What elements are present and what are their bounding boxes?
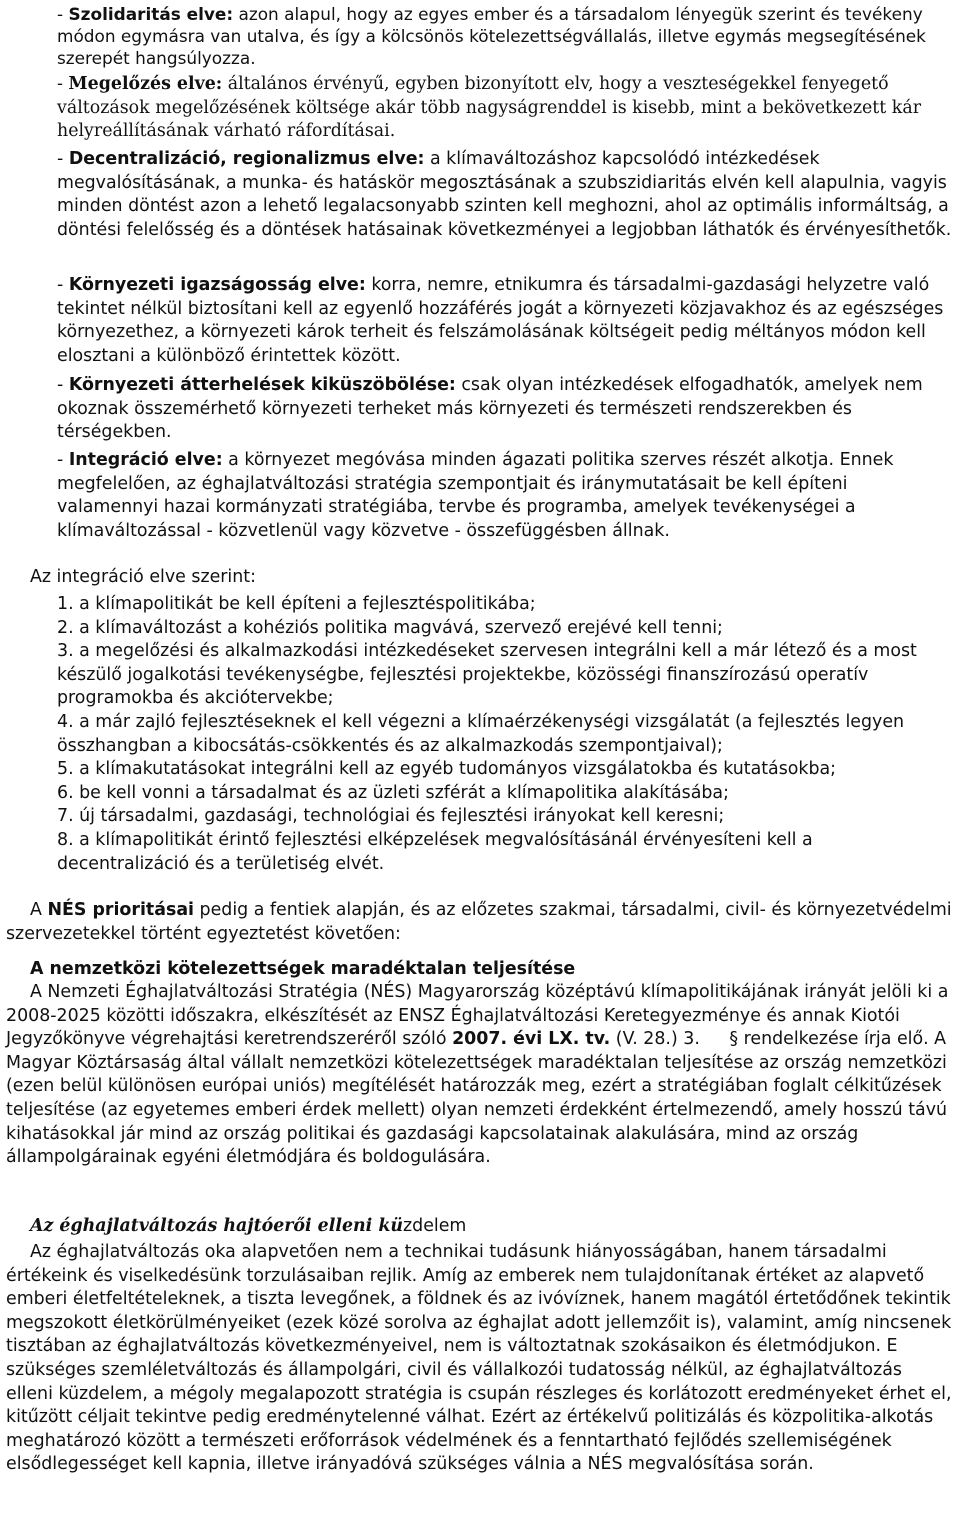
nes-priorities-paragraph [6, 899, 954, 946]
principle-text: a klímaváltozáshoz kapcsolódó intézkedések megvalósításának, a munka- és hatáskör megosztásának a szubszidiaritás elvén kell alapulnia, vagyis minden döntést azon a lehető legalacsonyabb szinten kell meghozni, ahol az optimális informáltság, a döntési felelősség és a döntések hatásainak következményei a legjobban láthatók és érvényesíthetők. [57, 149, 952, 240]
list-item: 1. a klímapolitikát be kell építeni a fejlesztéspolitikába; [57, 594, 536, 614]
section-heading-international: A nemzetközi kötelezettségek maradéktalan teljesítése [30, 959, 576, 979]
international-text-2: (V. 28.) 3. [610, 1029, 706, 1050]
international-text-3: rendelkezése írja elő. A Magyar Köztársaság által vállalt nemzetközi kötelezettségek maradéktalan teljesítése az ország nemzetközi (ezen belül különösen európai uniós) megítélését határozzák meg, ezért a stratégiában foglalt célkitűzések teljesítése (az egyetemes emberi érdek mellett) olyan nemzeti érdekként értelmezendő, amely hosszú távú kihatásokkal jár mind az ország politikai és gazdasági kapcsolatainak alakulására, mind az ország állampolgárainak egyéni életmódjára és boldogulására. [6, 1029, 948, 1168]
principle-text: a környezet megóvása minden ágazati politika szerves részét alkotja. Ennek megfelelően, az éghajlatváltozási stratégia szempontjait és iránymutatásait be kell építeni valamennyi hazai kormányzati stratégiába, tervbe és programba, amelyek tevékenységei a klímaváltozással - közvetlenül vagy közvetve - összefüggésben állnak. [57, 450, 894, 541]
principle-atterhelesek [57, 374, 952, 445]
list-item: 3. a megelőzési és alkalmazkodási intézkedéseket szervesen integrálni kell a már létező és a most készülő jogalkotási tevékenységbe, fejlesztési projektekbe, közösségi finanszírozású operatív programokba és akciótervekbe; [57, 641, 917, 709]
principle-text: általános érvényű, egyben bizonyított elv, hogy a veszteségekkel fenyegető változások megelőzésének költsége akár több nagyságrenddel is kisebb, mint a bekövetkezett kár helyreállításának várható ráfordításai. [57, 74, 922, 142]
section-heading-drivers [30, 1215, 466, 1239]
principle-decentralizacio [57, 148, 952, 242]
drivers-paragraph: Az éghajlatváltozás oka alapvetően nem a technikai tudásunk hiányosságában, hanem társadalmi értékeink és viselkedésünk torzulásaiban rejlik. Amíg az emberek nem tulajdonítanak értéket az alapvető emberi életfeltételeknek, a tiszta levegőnek, a földnek és az ivóvíznek, hanem magától értetődőnek tekintik megszokott életkörülményeiket (ezek közé sorolva az éghajlat adott jellemzőit is), valamint, amíg nincsenek tisztában az éghajlatváltozás következményeivel, nem is változtatnak szokásaikon és életmódjukon. E szükséges szemléletváltozás és állampolgári, civil és vállalkozói tudatosság nélkül, az éghajlatváltozás elleni küzdelem, a mégoly megalapozott stratégia is csupán részleges és korlátozott eredményeket érhet el, kitűzött céljait tekintve pedig eredménytelenné válhat. Ezért az értékelvű politizálás és közpolitika-alkotás meghatározó között a természeti erőforrások védelmének és a fenntartható fejlődés szellemiségének elsődlegességet kell kapnia, illetve irányadóvá szükséges válnia a NÉS megvalósítása során. [6, 1242, 952, 1475]
law-reference: 2007. évi LX. tv. [452, 1029, 611, 1050]
principle-megelozes [57, 73, 952, 144]
principle-lead: - [57, 4, 69, 24]
principle-text: azon alapul, hogy az egyes ember és a társadalom lényegük szerint és tevékeny módon egymásra van utalva, és így a kölcsönös kötelezettségvállalás, illetve egymás megsegítésének szerepét hangsúlyozza. [57, 4, 926, 68]
integration-intro: Az integráció elve szerint: [30, 567, 256, 587]
heading-rest-part: zdelem [403, 1216, 467, 1236]
nes-bold: NÉS prioritásai [47, 900, 195, 920]
heading-italic-part: Az éghajlatváltozás hajtóerői elleni kü [30, 1216, 404, 1236]
integration-list [57, 593, 947, 876]
principle-title: Környezeti átterhelések kiküszöbölése: [68, 375, 456, 395]
principle-kornyezeti-igazsagossag [57, 274, 952, 368]
list-item: 5. a klímakutatásokat integrálni kell az egyéb tudományos vizsgálatokba és kutatásokba; [57, 759, 837, 780]
nes-post: pedig a fentiek alapján, és az előzetes szakmai, társadalmi, civil- és környezetvédelmi szervezetekkel történt egyeztetést követően: [6, 900, 952, 944]
list-item: 8. a klímapolitikát érintő fejlesztési elképzelések megvalósításánál érvényesíteni kell a decentralizáció és a területiség elvét. [57, 829, 813, 874]
principle-lead: - [57, 450, 69, 470]
international-text-1: A Nemzeti Éghajlatváltozási Stratégia (NÉS) Magyarország középtávú klímapolitikájának irányát jelöli ki a 2008-2025 közötti időszakra, elkészítését az ENSZ Éghajlatváltozási Keretegyezménye és annak Kiotói Jegyzőkönyve végrehajtási keretrendszeréről szóló [6, 982, 949, 1050]
principle-lead: - [57, 375, 69, 395]
principle-title: Integráció elve: [68, 450, 223, 470]
principle-lead: - [57, 275, 69, 295]
principle-title: Szolidaritás elve: [68, 4, 234, 24]
principle-integracio [57, 449, 952, 543]
principle-title: Környezeti igazságosság elve: [68, 275, 366, 295]
nes-pre: A [30, 900, 48, 920]
list-item: 7. új társadalmi, gazdasági, technológiai és fejlesztési irányokat kell keresni; [57, 806, 725, 827]
principle-lead: - [57, 74, 69, 94]
list-item: 4. a már zajló fejlesztéseknek el kell végezni a klímaérzékenységi vizsgálatát (a fejlesztés legyen összhangban a kibocsátás-csökkentés és az alkalmazkodás szempontjaival); [57, 711, 905, 756]
list-item: 2. a klímaváltozást a kohéziós politika magvává, szervező erejévé kell tenni; [57, 617, 723, 638]
principle-title: Decentralizáció, regionalizmus elve: [68, 149, 425, 169]
principle-lead: - [57, 149, 69, 169]
principle-szolidaritas [57, 3, 952, 69]
international-paragraph [6, 981, 954, 1170]
list-item: 6. be kell vonni a társadalmat és az üzleti szférát a klímapolitika alakításába; [57, 782, 729, 803]
principle-text: csak olyan intézkedések elfogadhatók, amelyek nem okoznak összemérhető környezeti terheket más környezeti és természeti rendszerekben és térségekben. [57, 375, 923, 443]
section-sign-icon: § [729, 1029, 739, 1050]
principle-title: Megelőzés elve: [68, 74, 223, 94]
principle-text: korra, nemre, etnikumra és társadalmi-gazdasági helyzetre való tekintet nélkül biztosítani kell az egyenlő hozzáférés jogát a környezeti közjavakhoz és az egészséges környezethez, a környezeti károk terheit és felszámolásának költségeit pedig méltányos módon kell elosztani a különböző érintettek között. [57, 275, 944, 366]
